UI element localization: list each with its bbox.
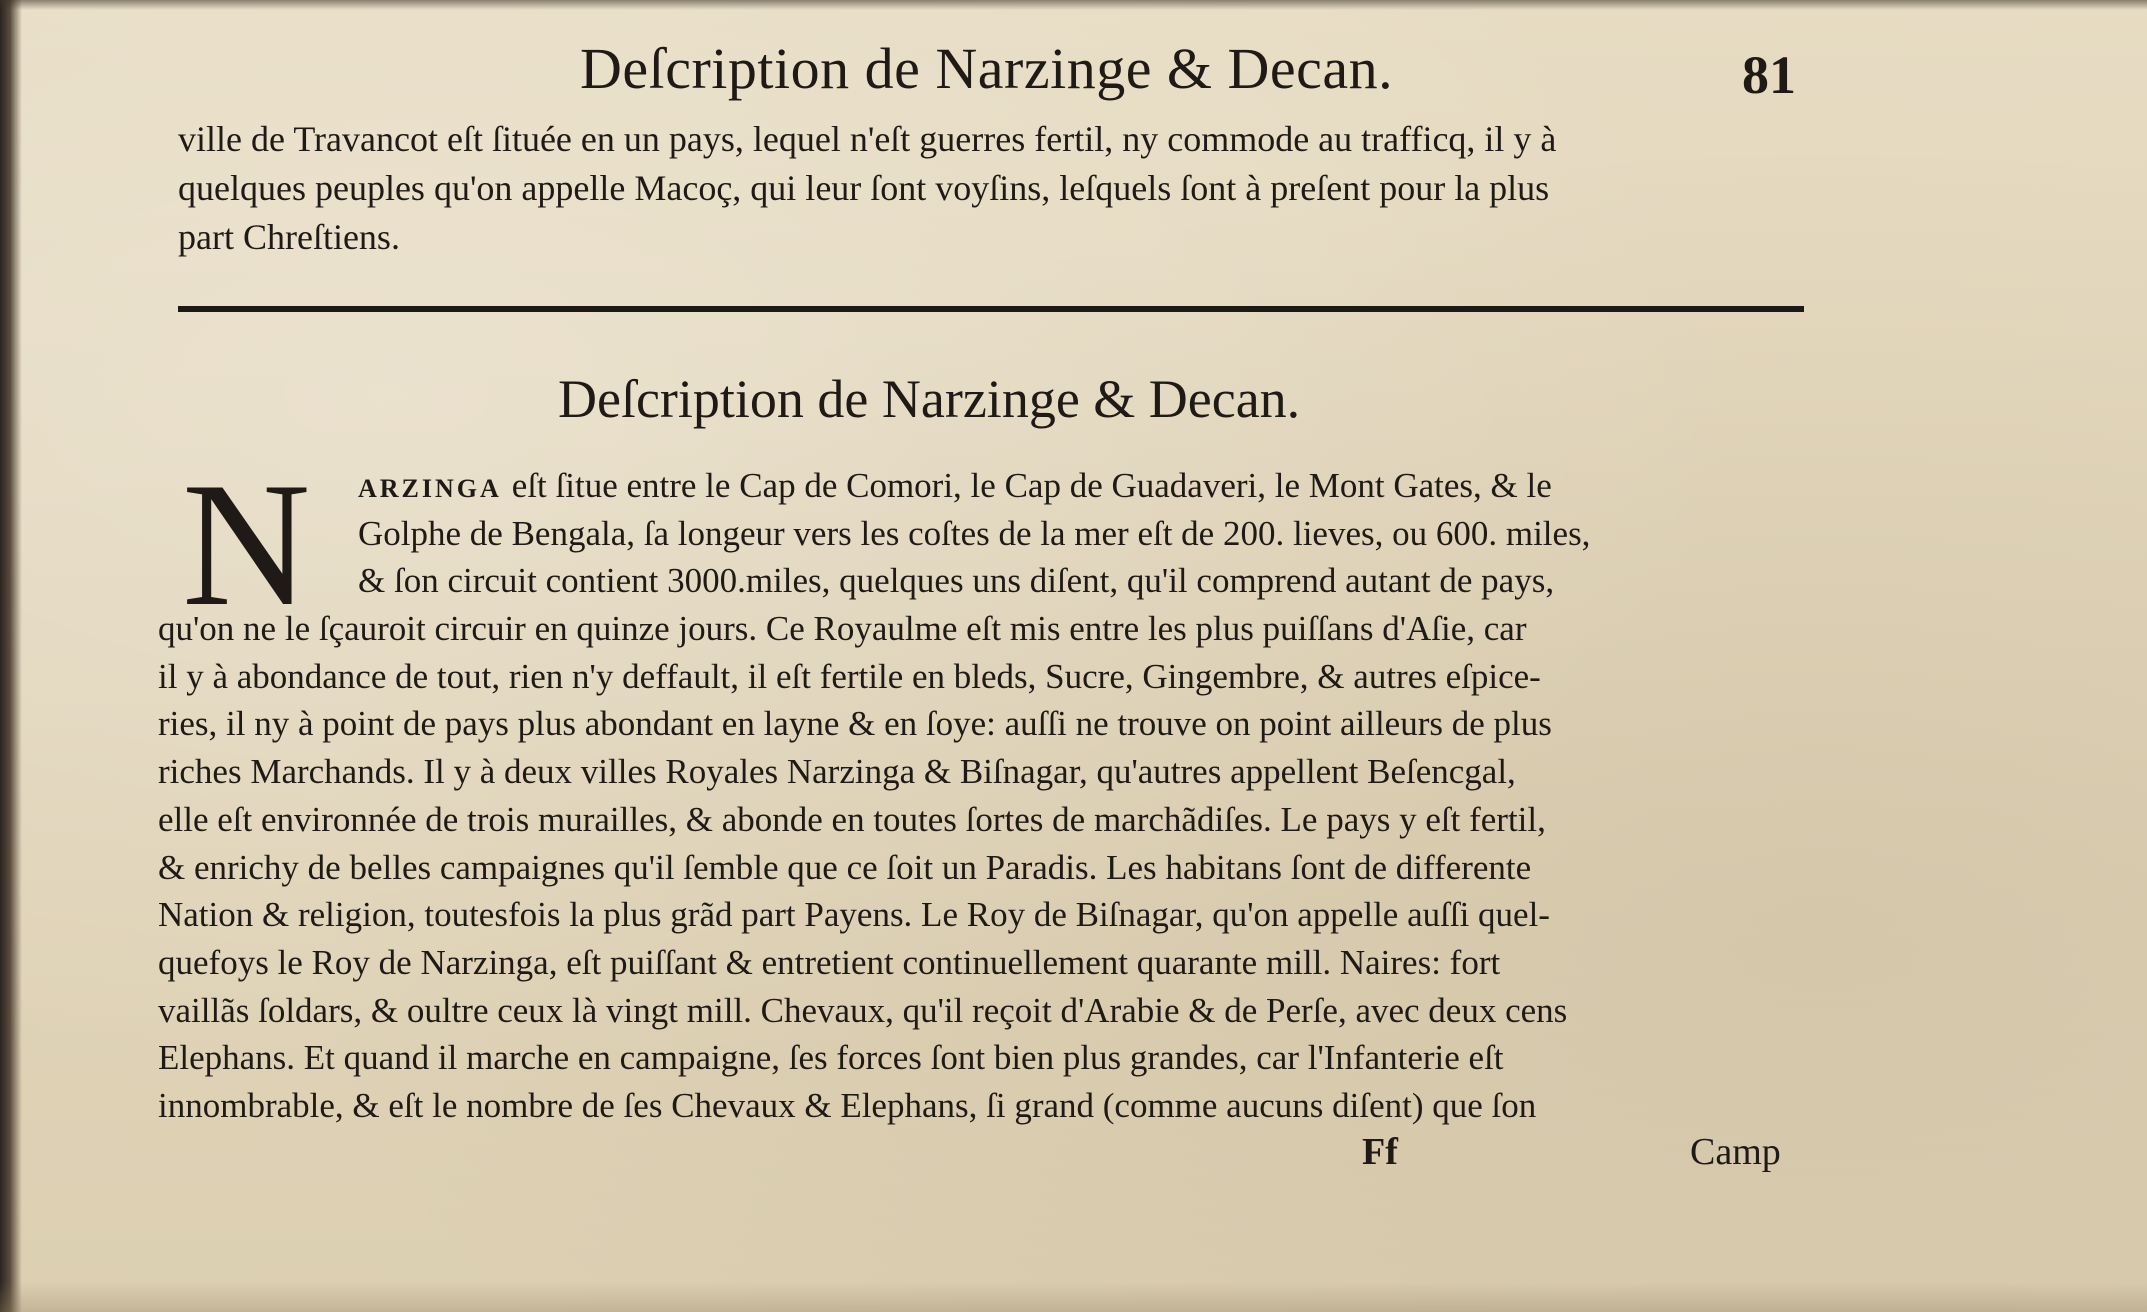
text-line: riches Marchands. Il y à deux villes Royales Narzinga & Biſnagar, qu'autres appellent Beſencgal, (158, 752, 1516, 792)
text-line: il y à abondance de tout, rien n'y deffault, il eſt fertile en bleds, Sucre, Gingembre, & autres eſpice- (158, 656, 1541, 696)
drop-cap-initial: N (182, 445, 311, 643)
text-line: & enrichy de belles campaignes qu'il ſemble que ce ſoit un Paradis. Les habitans ſont de differente (158, 847, 1532, 887)
text-line: Nation & religion, toutesfois la plus grãd part Payens. Le Roy de Biſnagar, qu'on appelle auſſi quel- (158, 895, 1550, 935)
section-divider-rule (178, 306, 1804, 312)
page-edge-shadow (0, 0, 22, 1312)
text-line: Elephans. Et quand il marche en campaigne, ſes forces ſont bien plus grandes, car l'Infanterie eſt (158, 1038, 1504, 1078)
signature-mark: Ff (1362, 1131, 1398, 1173)
text-line: Golphe de Bengala, ſa longeur vers les coſtes de la mer eſt de 200. lieves, ou 600. miles, (358, 513, 1591, 553)
text-line: elle eſt environnée de trois murailles, & abonde en toutes ſortes de marchãdiſes. Le pays y eſt fertil, (158, 799, 1546, 839)
body-paragraph (158, 462, 1808, 1130)
text-line: quelques peuples qu'on appelle Macoç, qui leur ſont voyſins, leſquels ſont à preſent pour la plus (178, 168, 1550, 208)
text-line: quefoys le Roy de Narzinga, eſt puiſſant & entretient continuellement quarante mill. Naires: fort (158, 942, 1501, 982)
text-line: vaillãs ſoldars, & oultre ceux là vingt mill. Chevaux, qu'il reçoit d'Arabie & de Perſe, avec deux cens (158, 990, 1568, 1030)
section-title: Deſcription de Narzinge & Decan. (558, 369, 1301, 429)
catchword: Camp (1690, 1131, 1781, 1173)
text-line (158, 462, 1808, 510)
running-head: Deſcription de Narzinge & Decan. (580, 36, 1394, 101)
text-line: ries, il ny à point de pays plus abondant en layne & en ſoye: auſſi ne trouve on point ailleurs de plus (158, 704, 1552, 744)
text-line-content: eſt ſitue entre le Cap de Comori, le Cap de Guadaveri, le Mont Gates, & le (511, 466, 1552, 505)
text-line: part Chreſtiens. (178, 217, 400, 257)
page-bottom-shade (0, 1282, 2147, 1312)
text-line: innombrable, & eſt le nombre de ſes Chevaux & Elephans, ſi grand (comme aucuns diſent) que ſon (158, 1085, 1537, 1125)
text-line: & ſon circuit contient 3000.miles, quelques uns diſent, qu'il comprend autant de pays, (358, 561, 1555, 601)
lead-word: ARZINGA (358, 474, 502, 503)
continuation-paragraph (178, 115, 1818, 262)
text-line: ville de Travancot eſt ſituée en un pays, lequel n'eſt guerres fertil, ny commode au trafficq, il y à (178, 119, 1557, 159)
page-top-shadow (0, 0, 2147, 10)
text-line: qu'on ne le ſçauroit circuir en quinze jours. Ce Royaulme eſt mis entre les plus puiſſans d'Aſie, car (158, 609, 1527, 649)
page-number: 81 (1742, 45, 1796, 105)
